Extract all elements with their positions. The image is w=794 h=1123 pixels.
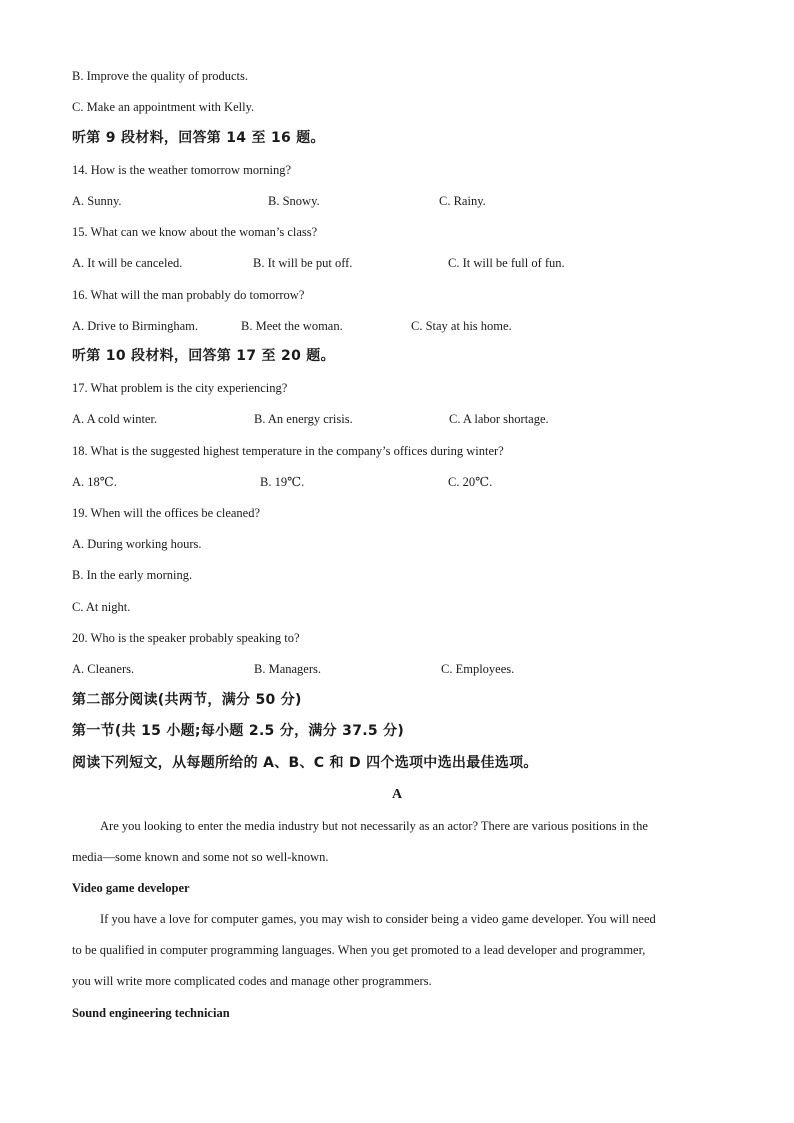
q15-option-c: C. It will be full of fun.: [448, 256, 565, 270]
passage-paragraph-2-line-2: to be qualified in computer programming languages. When you get promoted to a lead developer and programmer,: [72, 943, 646, 957]
q19-option-c: C. At night.: [72, 600, 131, 614]
question-20: 20. Who is the speaker probably speaking to?: [72, 631, 300, 645]
part-2-heading: 第二部分阅读(共两节，满分 50 分): [72, 692, 302, 708]
q20-option-a: A. Cleaners.: [72, 662, 135, 676]
q14-option-a: A. Sunny.: [72, 194, 122, 208]
part-2-section-1-heading: 第一节(共 15 小题;每小题 2.5 分，满分 37.5 分): [72, 723, 405, 739]
q14-option-b: B. Snowy.: [268, 194, 320, 208]
q16-option-c: C. Stay at his home.: [411, 319, 512, 333]
q17-option-b: B. An energy crisis.: [254, 412, 353, 426]
q14-option-c: C. Rainy.: [439, 194, 486, 208]
passage-paragraph-2-line-3: you will write more complicated codes and manage other programmers.: [72, 974, 432, 988]
question-16: 16. What will the man probably do tomorrow?: [72, 288, 305, 302]
q18-option-c: C. 20℃.: [448, 475, 493, 489]
question-14: 14. How is the weather tomorrow morning?: [72, 163, 292, 177]
option-c-make: C. Make an appointment with Kelly.: [72, 100, 255, 114]
q17-option-a: A. A cold winter.: [72, 412, 158, 426]
passage-paragraph-1-line-1: Are you looking to enter the media industry but not necessarily as an actor? There are various positions in the: [100, 819, 648, 833]
subheading-video-game-developer: Video game developer: [72, 881, 190, 895]
question-19: 19. When will the offices be cleaned?: [72, 506, 261, 520]
q19-option-b: B. In the early morning.: [72, 568, 193, 582]
option-b-improve: B. Improve the quality of products.: [72, 69, 249, 83]
q15-option-b: B. It will be put off.: [253, 256, 353, 270]
q19-option-a: A. During working hours.: [72, 537, 202, 551]
passage-title: A: [391, 787, 403, 802]
q20-option-c: C. Employees.: [441, 662, 515, 676]
reading-instruction: 阅读下列短文，从每题所给的 A、B、C 和 D 四个选项中选出最佳选项。: [72, 755, 538, 771]
question-15: 15. What can we know about the woman’s class?: [72, 225, 318, 239]
question-17: 17. What problem is the city experiencing?: [72, 381, 288, 395]
q18-option-b: B. 19℃.: [260, 475, 305, 489]
q18-option-a: A. 18℃.: [72, 475, 117, 489]
q16-option-a: A. Drive to Birmingham.: [72, 319, 199, 333]
question-18: 18. What is the suggested highest temperature in the company’s offices during winter?: [72, 444, 504, 458]
q17-option-c: C. A labor shortage.: [449, 412, 549, 426]
q15-option-a: A. It will be canceled.: [72, 256, 183, 270]
passage-paragraph-2-line-1: If you have a love for computer games, you may wish to consider being a video game developer. You will need: [100, 912, 656, 926]
q20-option-b: B. Managers.: [254, 662, 321, 676]
q16-option-b: B. Meet the woman.: [241, 319, 343, 333]
section-10-heading: 听第 10 段材料，回答第 17 至 20 题。: [72, 348, 335, 364]
subheading-sound-engineering-technician: Sound engineering technician: [72, 1006, 230, 1020]
passage-paragraph-1-line-2: media—some known and some not so well-known.: [72, 850, 329, 864]
section-9-heading: 听第 9 段材料，回答第 14 至 16 题。: [72, 130, 325, 146]
